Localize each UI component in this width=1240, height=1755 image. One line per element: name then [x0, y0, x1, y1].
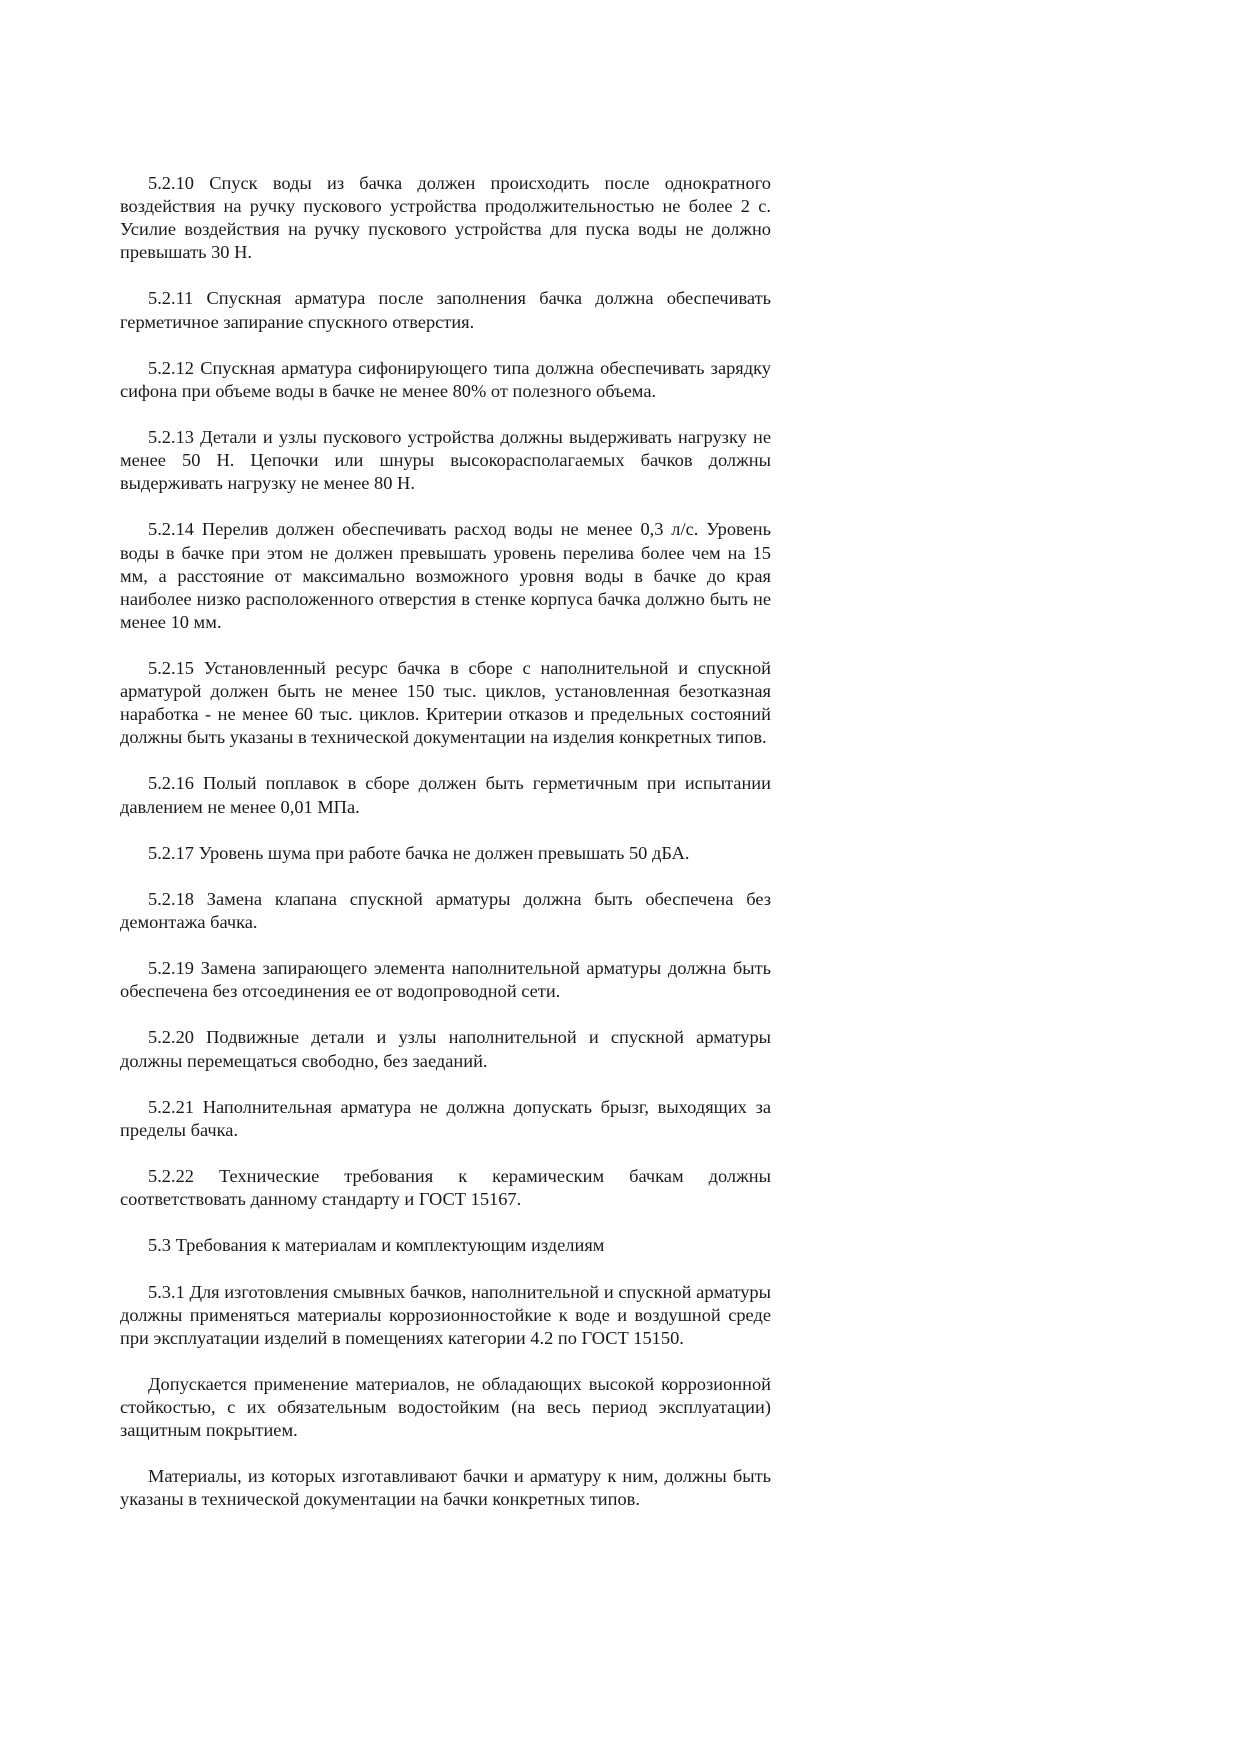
clause-5-2-17: 5.2.17 Уровень шума при работе бачка не должен превышать 50 дБА. [148, 842, 690, 863]
clause-5-2-13: 5.2.13 Детали и узлы пускового устройства должны выдерживать нагрузку не менее 50 Н. Цепочки или шнуры высокорасполагаемых бачков должны выдерживать нагрузку не менее 80 Н. [120, 427, 771, 494]
clause-5-2-22: 5.2.22 Технические требования к керамическим бачкам должны соответствовать данному стандарту и ГОСТ 15167. [120, 1166, 771, 1210]
clause-5-2-16: 5.2.16 Полый поплавок в сборе должен быть герметичным при испытании давлением не менее 0,01 МПа. [120, 773, 771, 817]
clause-5-3-1-note-materials: Материалы, из которых изготавливают бачки и арматуру к ним, должны быть указаны в технической документации на бачки конкретных типов. [120, 1466, 771, 1510]
clause-5-2-11: 5.2.11 Спускная арматура после заполнения бачка должна обеспечивать герметичное запирание спускного отверстия. [120, 288, 771, 332]
clause-5-2-12: 5.2.12 Спускная арматура сифонирующего типа должна обеспечивать зарядку сифона при объеме воды в бачке не менее 80% от полезного объема. [120, 357, 771, 401]
clause-5-2-19: 5.2.19 Замена запирающего элемента наполнительной арматуры должна быть обеспечена без отсоединения ее от водопроводной сети. [120, 958, 771, 1002]
document-page [120, 172, 771, 1511]
section-heading-5-3: 5.3 Требования к материалам и комплектующим изделиям [148, 1235, 605, 1256]
clause-5-2-18: 5.2.18 Замена клапана спускной арматуры должна быть обеспечена без демонтажа бачка. [120, 888, 771, 932]
clause-5-3-1: 5.3.1 Для изготовления смывных бачков, наполнительной и спускной арматуры должны применяться материалы коррозионностойкие к воде и воздушной среде при эксплуатации изделий в помещениях категории 4.2 по ГОСТ 15150. [120, 1281, 771, 1348]
clause-5-2-15: 5.2.15 Установленный ресурс бачка в сборе с наполнительной и спускной арматурой должен быть не менее 150 тыс. циклов, установленная безотказная наработка - не менее 60 тыс. циклов. Критерии отказов и предельных состояний должны быть указаны в технической документации на изделия конкретных типов. [120, 657, 771, 748]
clause-5-3-1-note-coating: Допускается применение материалов, не обладающих высокой коррозионной стойкостью, с их обязательным водостойким (на весь период эксплуатации) защитным покрытием. [120, 1373, 771, 1441]
clause-5-2-14: 5.2.14 Перелив должен обеспечивать расход воды не менее 0,3 л/с. Уровень воды в бачке при этом не должен превышать уровень перелива более чем на 15 мм, а расстояние от максимально возможного уровня воды в бачке до края наиболее низко расположенного отверстия в стенке корпуса бачка должно быть не менее 10 мм. [120, 519, 771, 632]
clause-5-2-10: 5.2.10 Спуск воды из бачка должен происходить после однократного воздействия на ручку пускового устройства продолжительностью не более 2 с. Усилие воздействия на ручку пускового устройства для пуска воды не должно превышать 30 Н. [120, 173, 771, 263]
clause-5-2-21: 5.2.21 Наполнительная арматура не должна допускать брызг, выходящих за пределы бачка. [120, 1096, 771, 1140]
clause-5-2-20: 5.2.20 Подвижные детали и узлы наполнительной и спускной арматуры должны перемещаться свободно, без заеданий. [120, 1027, 771, 1071]
